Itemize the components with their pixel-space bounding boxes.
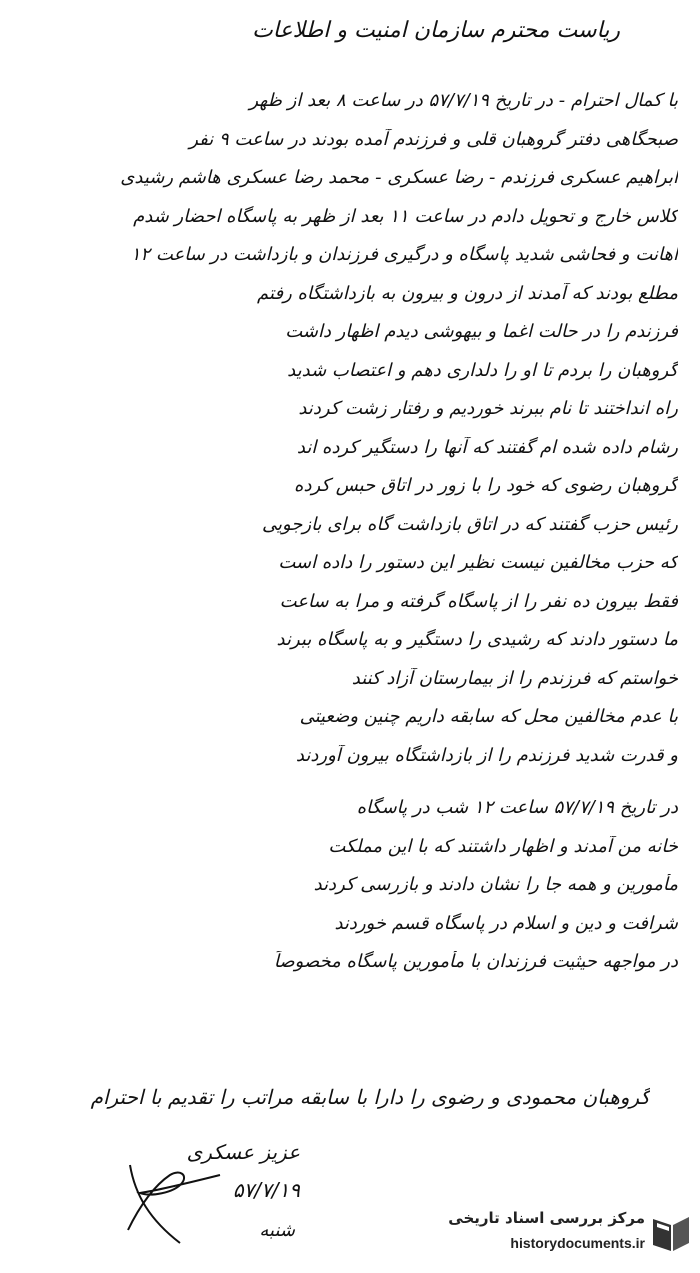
document-line: مطلع بودند که آمدند از درون و بیرون به بازداشتگاه رفتم: [257, 282, 678, 304]
document-line: فقط بیرون ده نفر را از پاسگاه گرفته و مرا به ساعت: [279, 590, 678, 612]
watermark-title: مرکز بررسی اسناد تاریخی: [448, 1209, 645, 1227]
document-line: گروهبان را بردم تا او را دلداری دهم و اعتصاب شدید: [287, 359, 678, 381]
document-line: با عدم مخالفین محل که سابقه داریم چنین وضعیتی: [299, 706, 678, 727]
signature-name: عزیز عسکری: [186, 1140, 300, 1164]
document-line: شرافت و دین و اسلام در پاسگاه قسم خوردند: [334, 912, 678, 934]
document-line: صبحگاهی دفتر گروهبان قلی و فرزندم آمده بودند در ساعت ۹ نفر: [189, 128, 678, 150]
document-line: گروهبان رضوی که خود را با زور در اتاق حبس کرده: [294, 475, 678, 496]
document-line: راه انداختند تا نام ببرند خوردیم و رفتار زشت کردند: [298, 398, 678, 419]
watermark-url: historydocuments.ir: [510, 1235, 645, 1251]
document-line: که حزب مخالفین نیست نظیر این دستور را داده است: [278, 552, 678, 573]
document-line: و قدرت شدید فرزندم را از بازداشتگاه بیرون آوردند: [295, 744, 678, 766]
closing-line: گروهبان محمودی و رضوی را دارا با سابقه مراتب را تقدیم با احترام: [90, 1085, 650, 1109]
document-line: خانه من آمدند و اظهار داشتند که با این مملکت: [328, 835, 678, 857]
document-title: ریاست محترم سازمان امنیت و اطلاعات: [252, 18, 620, 43]
document-line: رئیس حزب گفتند که در اتاق بازداشت گاه برای بازجویی: [261, 513, 678, 535]
document-line: در تاریخ ۵۷/۷/۱۹ ساعت ۱۲ شب در پاسگاه: [356, 797, 678, 818]
document-line: رشام داده شده ام گفتند که آنها را دستگیر کرده اند: [296, 436, 678, 458]
signature-day: شنبه: [259, 1220, 295, 1241]
document-line: فرزندم را در حالت اغما و بیهوشی دیدم اظهار داشت: [285, 321, 678, 342]
document-line: با کمال احترام - در تاریخ ۵۷/۷/۱۹ در ساعت ۸ بعد از ظهر: [249, 90, 678, 111]
document-line: اهانت و فحاشی شدید پاسگاه و درگیری فرزندان و بازداشت در ساعت ۱۲: [130, 244, 678, 265]
watermark: [448, 1205, 695, 1265]
book-logo-icon: [647, 1211, 693, 1257]
document-line: خواستم که فرزندم را از بیمارستان آزاد کنند: [351, 667, 678, 689]
document-line: ابراهیم عسکری فرزندم - رضا عسکری - محمد رضا عسکری هاشم رشیدی: [120, 167, 678, 188]
document-line: مأمورین و همه جا را نشان دادند و بازرسی کردند: [313, 874, 678, 895]
document-line: کلاس خارج و تحویل دادم در ساعت ۱۱ بعد از ظهر به پاسگاه احضار شدم: [133, 205, 678, 227]
document-line: ما دستور دادند که رشیدی را دستگیر و به پاسگاه ببرند: [276, 629, 678, 650]
signature-date: ۵۷/۷/۱۹: [232, 1178, 300, 1202]
document-line: در مواجهه حیثیت فرزندان با مأمورین پاسگاه مخصوصاً: [273, 951, 678, 972]
